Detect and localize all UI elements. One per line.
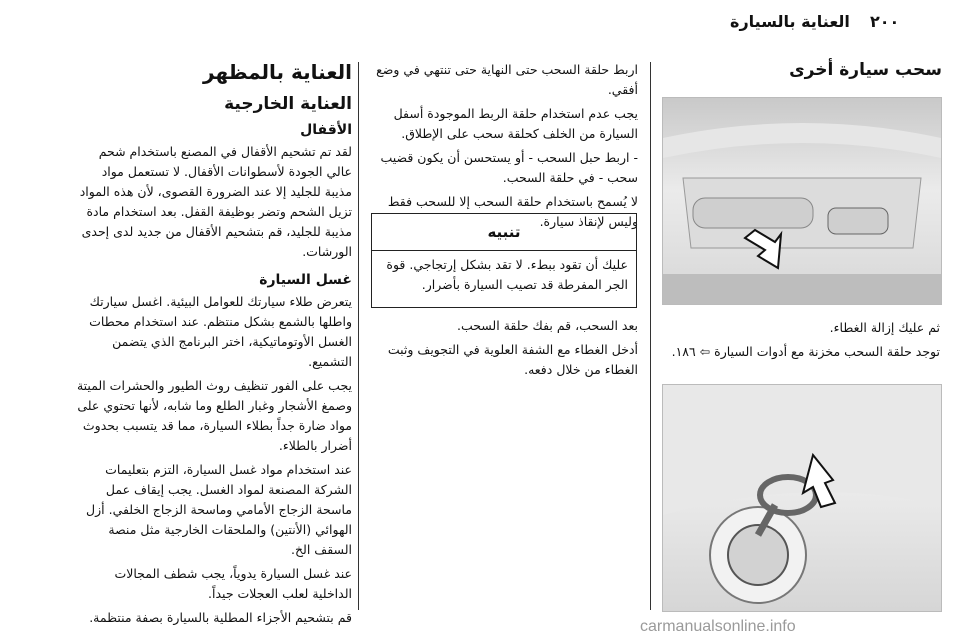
caption-tow-eye-storage: توجد حلقة السحب مخزنة مع أدوات السيارة ⇦ ١٨٦.: [671, 344, 940, 359]
washing-text-5: قم بتشحيم الأجزاء المطلية بالسيارة بصفة منتظمة.: [89, 610, 352, 625]
notice-title: تنبيه: [372, 214, 636, 251]
instruction-rear-ring-warning: يجب عدم استخدام حلقة الربط الموجودة أسفل السيارة من الخلف كحلقة سحب على الإطلاق.: [393, 106, 638, 141]
subheading-exterior-care: العناية الخارجية: [224, 94, 352, 114]
watermark: carmanualsonline.info: [640, 618, 796, 635]
washing-text-3: عند استخدام مواد غسل السيارة، التزم بتعليمات الشركة المصنعة لمواد الغسل. يجب إيقاف عمل ماسحة الزجاج الأمامي وماسحة الزجاج الخلفي. أزل الهوائي (الأنتين) والملحقات الخارجية مثل منصة السقف الخ.: [86, 462, 352, 557]
left-column: [72, 60, 352, 628]
right-column: [662, 60, 942, 80]
caption-remove-cover: ثم عليك إزالة الغطاء.: [829, 320, 940, 335]
instruction-screw-tow-eye: اربط حلقة السحب حتى النهاية حتى تنتهي في وضع أفقي.: [376, 62, 638, 97]
page-header: [0, 0, 960, 48]
section-title-washing: غسل السيارة: [259, 272, 352, 288]
notice-text: عليك أن تقود ببطء. لا تقد بشكل إرتجاجي. قوة الجر المفرطة قد تصيب السيارة بأضرار.: [386, 257, 628, 292]
instruction-unscrew-tow-eye: بعد السحب، قم بفك حلقة السحب.: [456, 318, 638, 333]
column-divider-left: [358, 62, 359, 610]
instruction-towing-only: لا يُسمح باستخدام حلقة السحب إلا للسحب فقط وليس لإنقاذ سيارة.: [387, 194, 638, 229]
column-divider-right: [650, 62, 651, 610]
washing-text-2: يجب على الفور تنظيف روث الطيور والحشرات الميتة وصمغ الأشجار وغبار الطلع وما شابه، لأنها تحتوي على مواد ضارة جداً بطلاء السيارة، مما قد يتسبب بحدوث أضرار بالطلاء.: [76, 378, 352, 453]
section-title-locks: الأقفال: [300, 122, 352, 138]
washing-text-1: يتعرض طلاء سيارتك للعوامل البيئية. اغسل سيارتك واطلها بالشمع بشكل منتظم. عند استخدام محطات الغسل الأوتوماتيكية، اختر البرنامج الذي يتضمن التشميع.: [89, 294, 352, 369]
rear-bumper-cover-photo: [662, 97, 942, 305]
middle-column-after-notice: [370, 316, 638, 380]
chapter-heading-vehicle-care: العناية بالمظهر: [203, 60, 352, 84]
middle-column: [370, 60, 638, 232]
section-heading-tow-other-car: سحب سيارة أخرى: [789, 60, 942, 80]
instruction-attach-rope: - اربط حبل السحب - أو يستحسن أن يكون قضيب سحب - في حلقة السحب.: [380, 150, 638, 185]
page-number: ٢٠٠: [870, 12, 900, 31]
notice-box: [371, 213, 637, 308]
washing-text-4: عند غسل السيارة يدوياً، يجب شطف المجالات الداخلية لعلب العجلات جيداً.: [114, 566, 352, 601]
page-title: العناية بالسيارة: [730, 12, 850, 31]
tow-eye-photo: [662, 384, 942, 612]
locks-text: لقد تم تشحيم الأقفال في المصنع باستخدام شحم عالي الجودة لأسطوانات الأقفال. لا تستعمل مواد مذيبة للجليد إلا عند الضرورة القصوى، لأن هذه المواد تزيل الشحم وتضر بوظيفة القفل. بعد استخدام مادة مذيبة للجليد، قم بتشحيم الأقفال من جديد لدى إحدى الورشات.: [79, 144, 352, 259]
instruction-refit-cover: أدخل الغطاء مع الشفة العلوية في التجويف وثبت الغطاء من خلال دفعه.: [387, 342, 638, 377]
